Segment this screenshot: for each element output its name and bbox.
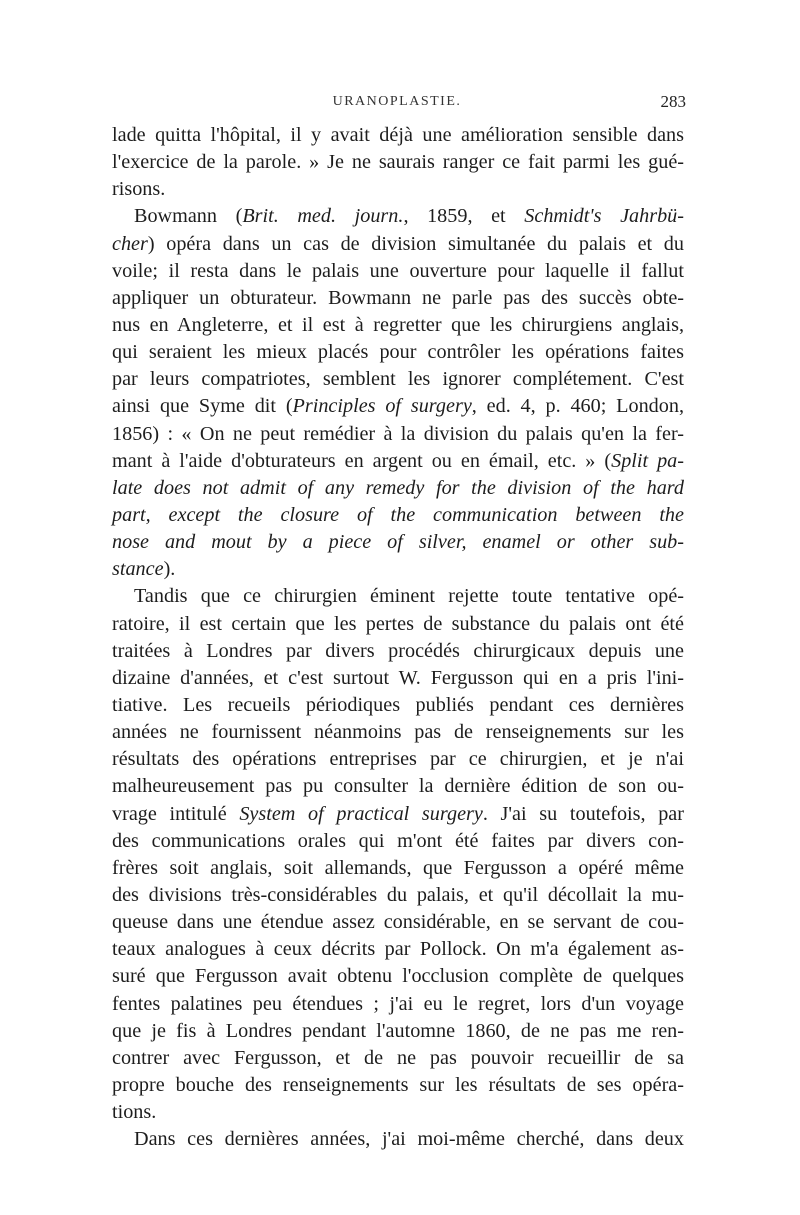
italic-text-segment: part, except the closure of the communication between the	[112, 503, 684, 526]
text-line	[112, 719, 684, 746]
text-line	[112, 963, 684, 990]
text-segment: résultats des opérations entreprises par ce chirurgien, et je n'ai	[112, 748, 684, 771]
text-segment: Dans ces dernières années, j'ai moi-même cherché, dans deux	[134, 1128, 684, 1151]
italic-text-segment: nose and mout by a piece of silver, enamel or other sub-	[112, 531, 684, 554]
italic-text-segment: stance	[112, 558, 164, 581]
text-segment: , ed. 4, p. 460; London,	[471, 395, 685, 418]
text-line	[112, 393, 684, 420]
text-segment: Bowmann (	[134, 205, 243, 228]
text-line	[112, 149, 684, 176]
text-line	[112, 882, 684, 909]
text-segment: risons.	[112, 178, 166, 201]
running-title: URANOPLASTIE.	[332, 94, 462, 109]
text-segment: des communications orales qui m'ont été faites par divers con-	[112, 829, 684, 852]
text-line	[112, 665, 684, 692]
text-segment: appliquer un obturateur. Bowmann ne parle pas des succès obte-	[112, 286, 684, 309]
text-line	[112, 1045, 684, 1072]
text-segment: suré que Fergusson avait obtenu l'occlusion complète de quelques	[112, 965, 684, 988]
text-line	[112, 991, 684, 1018]
text-segment: . J'ai su toutefois, par	[482, 802, 684, 825]
body-text	[112, 122, 684, 1153]
text-line	[112, 1099, 684, 1126]
text-segment: mant à l'aide d'obturateurs en argent ou en émail, etc. » (	[112, 449, 612, 472]
text-segment: des divisions très-considérables du palais, et qu'il décollait la mu-	[112, 883, 684, 906]
text-line	[112, 583, 684, 610]
text-line	[112, 556, 684, 583]
text-segment: par leurs compatriotes, semblent les ignorer complétement. C'est	[112, 368, 684, 391]
text-line	[112, 448, 684, 475]
text-segment: queuse dans une étendue assez considérable, en se servant de cou-	[112, 911, 684, 934]
italic-text-segment: Principles of surgery	[292, 395, 472, 418]
text-segment: l'exercice de la parole. » Je ne saurais ranger ce fait parmi les gué-	[112, 151, 684, 174]
text-line	[112, 339, 684, 366]
text-line	[112, 285, 684, 312]
text-line	[112, 692, 684, 719]
text-line	[112, 855, 684, 882]
text-line	[112, 529, 684, 556]
page-number: 283	[660, 92, 686, 111]
text-segment: fentes palatines peu étendues ; j'ai eu le regret, lors d'un voyage	[112, 992, 684, 1015]
text-line	[112, 176, 684, 203]
text-line	[112, 231, 684, 258]
text-line	[112, 203, 684, 230]
text-segment: tions.	[112, 1101, 157, 1124]
text-line	[112, 122, 684, 149]
text-line	[112, 475, 684, 502]
text-line	[112, 502, 684, 529]
text-line	[112, 773, 684, 800]
italic-text-segment: System of practical surgery	[239, 802, 483, 825]
italic-text-segment: Split pa-	[611, 449, 684, 472]
text-line	[112, 421, 684, 448]
text-line	[112, 1018, 684, 1045]
text-line	[112, 258, 684, 285]
text-line	[112, 801, 684, 828]
italic-text-segment: Brit. med. journ.	[242, 205, 404, 228]
text-line	[112, 828, 684, 855]
text-segment: Tandis que ce chirurgien éminent rejette toute tentative opé-	[134, 585, 684, 608]
text-line	[112, 1072, 684, 1099]
text-segment: contrer avec Fergusson, et de ne pas pouvoir recueillir de sa	[112, 1046, 684, 1069]
text-segment: malheureusement pas pu consulter la dernière édition de son ou-	[112, 775, 684, 798]
text-segment: teaux analogues à ceux décrits par Pollock. On m'a également as-	[112, 938, 684, 961]
text-segment: propre bouche des renseignements sur les résultats de ses opéra-	[112, 1073, 684, 1096]
text-segment: ).	[163, 558, 176, 581]
text-segment: ainsi que Syme dit (	[112, 395, 293, 418]
text-segment: vrage intitulé	[112, 802, 240, 825]
text-segment: nus en Angleterre, et il est à regretter que les chirurgiens anglais,	[112, 313, 684, 336]
text-line	[112, 366, 684, 393]
text-segment: 1856) : « On ne peut remédier à la division du palais qu'en la fer-	[112, 422, 684, 445]
text-segment: années ne fournissent néanmoins pas de renseignements sur les	[112, 721, 684, 744]
italic-text-segment: late does not admit of any remedy for the division of the hard	[112, 476, 684, 499]
text-line	[112, 312, 684, 339]
text-line	[112, 936, 684, 963]
italic-text-segment: Schmidt's Jahrbü-	[524, 205, 684, 228]
italic-text-segment: cher	[112, 232, 148, 255]
text-line	[112, 1126, 684, 1153]
text-segment: qui seraient les mieux placés pour contrôler les opérations faites	[112, 341, 684, 364]
text-line	[112, 638, 684, 665]
page-header	[108, 94, 686, 116]
text-segment: traitées à Londres par divers procédés chirurgicaux depuis une	[112, 639, 684, 662]
text-line	[112, 611, 684, 638]
text-segment: frères soit anglais, soit allemands, que Fergusson a opéré même	[112, 856, 684, 879]
text-segment: voile; il resta dans le palais une ouverture pour laquelle il fallut	[112, 259, 684, 282]
text-segment: , 1859, et	[403, 205, 525, 228]
text-segment: ) opéra dans un cas de division simultanée du palais et du	[147, 232, 684, 255]
text-segment: tiative. Les recueils périodiques publiés pendant ces dernières	[112, 693, 684, 716]
text-line	[112, 746, 684, 773]
text-segment: que je fis à Londres pendant l'automne 1860, de ne pas me ren-	[112, 1019, 684, 1042]
text-line	[112, 909, 684, 936]
text-segment: dizaine d'années, et c'est surtout W. Fergusson qui en a pris l'ini-	[112, 666, 684, 689]
text-segment: ratoire, il est certain que les pertes de substance du palais ont été	[112, 612, 684, 635]
text-segment: lade quitta l'hôpital, il y avait déjà une amélioration sensible dans	[112, 124, 684, 146]
